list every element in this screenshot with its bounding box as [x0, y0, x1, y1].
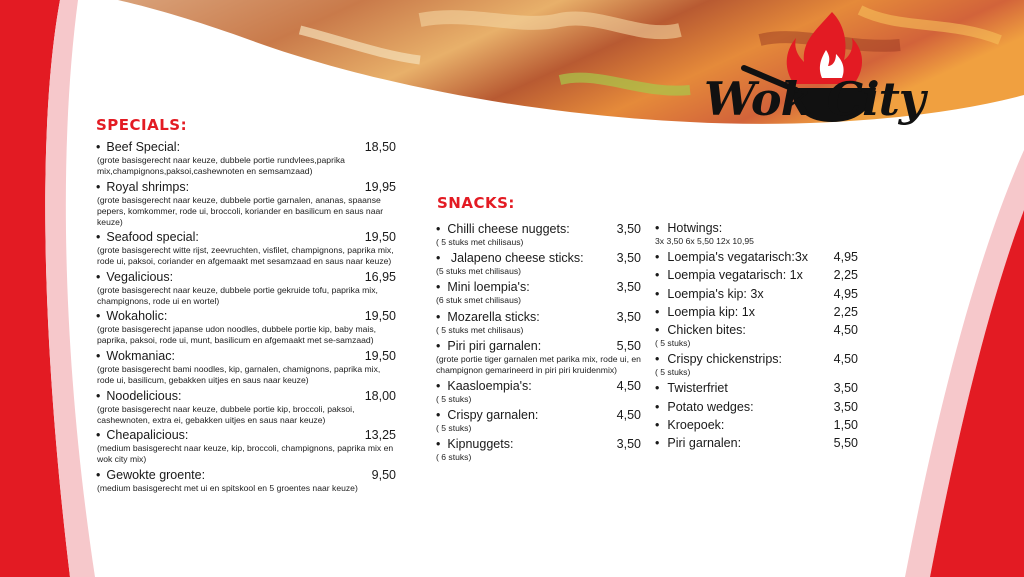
menu-item — [655, 268, 858, 283]
menu-item — [96, 389, 396, 426]
menu-item-name: • Vegalicious: — [96, 270, 173, 285]
menu-item-name: • Loempia vegatarisch: 1x — [655, 268, 803, 283]
specials-title: SPECIALS: — [96, 116, 188, 134]
menu-item — [96, 230, 396, 267]
menu-item-name: • Twisterfriet — [655, 381, 728, 396]
menu-item-name: • Gewokte groente: — [96, 468, 205, 483]
menu-item-price: 1,50 — [833, 417, 858, 432]
menu-item — [655, 250, 858, 265]
menu-item-price: 3,50 — [616, 222, 641, 236]
menu-item-name: • Beef Special: — [96, 140, 180, 155]
menu-item-price: 3,50 — [833, 381, 858, 396]
menu-item — [96, 349, 396, 386]
menu-item-name: • Kipnuggets: — [436, 437, 513, 452]
menu-item-description: (grote basisgerecht naar keuze, dubbele portie garnalen, ananas, spaanse pepers, komkommer, rode ui, broccoli, koriander en basilicum en saus naar keuze) — [97, 194, 384, 227]
menu-item-name: • Loempia's kip: 3x — [655, 287, 764, 302]
menu-item-price: 5,50 — [616, 338, 641, 353]
menu-item-name: • Kaasloempia's: — [436, 379, 532, 394]
right-red-swoosh — [930, 210, 1024, 577]
menu-item-price: 5,50 — [833, 435, 858, 450]
menu-item-name: • Kroepoek: — [655, 418, 724, 433]
menu-item — [655, 287, 858, 302]
menu-item-name: • Wokmaniac: — [96, 349, 175, 364]
menu-item — [655, 436, 858, 451]
specials-list — [96, 140, 396, 496]
menu-item-name: • Jalapeno cheese sticks: — [436, 251, 584, 266]
menu-item-description: 3x 3,50 6x 5,50 12x 10,95 — [655, 236, 754, 246]
menu-item-price: 4,50 — [616, 408, 641, 423]
menu-item-description: (grote basisgerecht witte rijst, zeevruchten, visfilet, champignons, paprika mix, rode ui, paksoi, coriander en afgemaakt met sesamzaad en saus naar keuze) — [97, 245, 394, 267]
menu-item-price: 4,95 — [833, 250, 858, 265]
menu-item-name: • Potato wedges: — [655, 400, 754, 415]
menu-item-description: (grote basisgerecht naar keuze, dubbele portie gekruide tofu, paprika mix, champignons, rode ui en wortel) — [97, 284, 378, 306]
menu-item-name: • Chicken bites: — [655, 323, 746, 338]
menu-item-description: ( 6 stuks) — [436, 452, 472, 463]
menu-item — [655, 381, 858, 396]
menu-item-price: 18,00 — [364, 388, 396, 403]
menu-item-price: 3,50 — [616, 280, 641, 295]
menu-item-price: 18,50 — [364, 140, 396, 154]
menu-item — [436, 408, 641, 434]
menu-item — [436, 280, 641, 306]
menu-item-name: • Crispy garnalen: — [436, 408, 538, 423]
menu-item-name: • Wokaholic: — [96, 309, 167, 324]
menu-item — [96, 140, 396, 177]
menu-item-name: • Mini loempia's: — [436, 280, 530, 295]
menu-item-description: (medium basisgerecht met ui en spitskool en 5 groentes naar keuze) — [97, 482, 358, 493]
menu-item-name: • Royal shrimps: — [96, 180, 189, 195]
brand-name: Wok City — [704, 72, 925, 126]
menu-item-description: (grote basisgerecht naar keuze, dubbele portie rundvlees,paprika mix,champignons,paksoi,cashewnoten en semsamzaad) — [97, 155, 345, 176]
menu-item-description: ( 5 stuks met chilisaus) — [436, 237, 524, 247]
menu-item-price: 4,50 — [833, 322, 858, 337]
menu-item-description: ( 5 stuks) — [436, 393, 472, 404]
menu-item-price: 13,25 — [364, 428, 396, 443]
menu-item-description: (5 stuks met chilisaus) — [436, 266, 522, 277]
menu-item — [655, 352, 858, 378]
menu-item-description: ( 5 stuks) — [655, 367, 691, 378]
menu-item-price: 2,25 — [833, 304, 858, 319]
wok-city-logo — [704, 10, 966, 156]
menu-item — [96, 270, 396, 307]
menu-item — [655, 400, 858, 415]
menu-item-description: (grote basisgerecht naar keuze, dubbele portie kip, broccoli, paksoi, cashewnoten, extra ei, gebakken uitjes en saus naar keuze) — [97, 403, 355, 425]
menu-item-price: 16,95 — [364, 269, 396, 284]
menu-item-price: 19,50 — [364, 230, 396, 245]
menu-item-description: ( 5 stuks met chilisaus) — [436, 324, 524, 335]
menu-item-name: • Cheapalicious: — [96, 428, 188, 443]
menu-item-price: 3,50 — [616, 437, 641, 452]
menu-item — [655, 221, 858, 247]
menu-item-description: (grote portie tiger garnalen met parika mix, rode ui, en champignon gemarineerd in piri piri kruidenmix) — [436, 353, 641, 375]
menu-item — [96, 428, 396, 465]
menu-item-price: 19,95 — [364, 179, 396, 194]
menu-item-description: ( 5 stuks) — [436, 423, 472, 434]
menu-item — [96, 468, 396, 494]
menu-item — [655, 418, 858, 433]
menu-item — [436, 339, 641, 376]
menu-item-price: 9,50 — [371, 467, 396, 482]
menu-item — [436, 251, 641, 277]
menu-item — [96, 309, 396, 346]
menu-item-price: 4,50 — [833, 352, 858, 367]
menu-item-name: • Loempia's vegatarisch:3x — [655, 250, 808, 265]
menu-item — [436, 379, 641, 405]
menu-item-price: 3,50 — [616, 309, 641, 324]
menu-item-price: 19,50 — [364, 309, 396, 324]
menu-item-description: (medium basisgerecht naar keuze, kip, broccoli, champignons, paprika mix en wok city mix) — [97, 443, 394, 465]
menu-item-price: 2,25 — [833, 268, 858, 283]
menu-item-description: ( 5 stuks) — [655, 337, 691, 348]
snacks-list-right — [655, 221, 858, 454]
snacks-title: SNACKS: — [437, 194, 515, 212]
menu-item-name: • Crispy chickenstrips: — [655, 352, 782, 367]
menu-item-price: 4,95 — [833, 286, 858, 301]
menu-item-description: (6 stuk smet chilisaus) — [436, 295, 522, 306]
menu-item-name: • Hotwings: — [655, 221, 722, 236]
menu-item — [436, 310, 641, 336]
menu-item — [655, 323, 858, 349]
menu-item — [436, 437, 641, 463]
menu-item-name: • Loempia kip: 1x — [655, 305, 755, 320]
menu-item-price: 3,50 — [616, 251, 641, 266]
menu-item-description: (grote basisgerecht japanse udon noodles, dubbele portie kip, baby mais, paprika, paksoi, rode ui, munt, basilicum en afgemaakt met se-samzaad) — [97, 324, 376, 346]
menu-item-name: • Piri garnalen: — [655, 436, 741, 451]
menu-item — [436, 222, 641, 248]
menu-item-name: • Piri piri garnalen: — [436, 339, 541, 354]
snacks-list — [436, 222, 641, 467]
menu-item-name: • Seafood special: — [96, 230, 199, 245]
menu-item-name: • Mozarella sticks: — [436, 310, 540, 325]
menu-item-name: • Chilli cheese nuggets: — [436, 222, 570, 237]
menu-item-name: • Noodelicious: — [96, 389, 181, 404]
menu-item — [96, 180, 396, 228]
menu-item-price: 19,50 — [364, 348, 396, 363]
menu-item-price: 3,50 — [833, 399, 858, 414]
menu-item — [655, 305, 858, 320]
menu-item-price: 4,50 — [616, 378, 641, 393]
menu-item-description: (grote basisgerecht bami noodles, kip, garnalen, chamignons, paprika mix, rode ui, basilicum, gebakken uitjes en saus naar keuze) — [97, 363, 381, 385]
